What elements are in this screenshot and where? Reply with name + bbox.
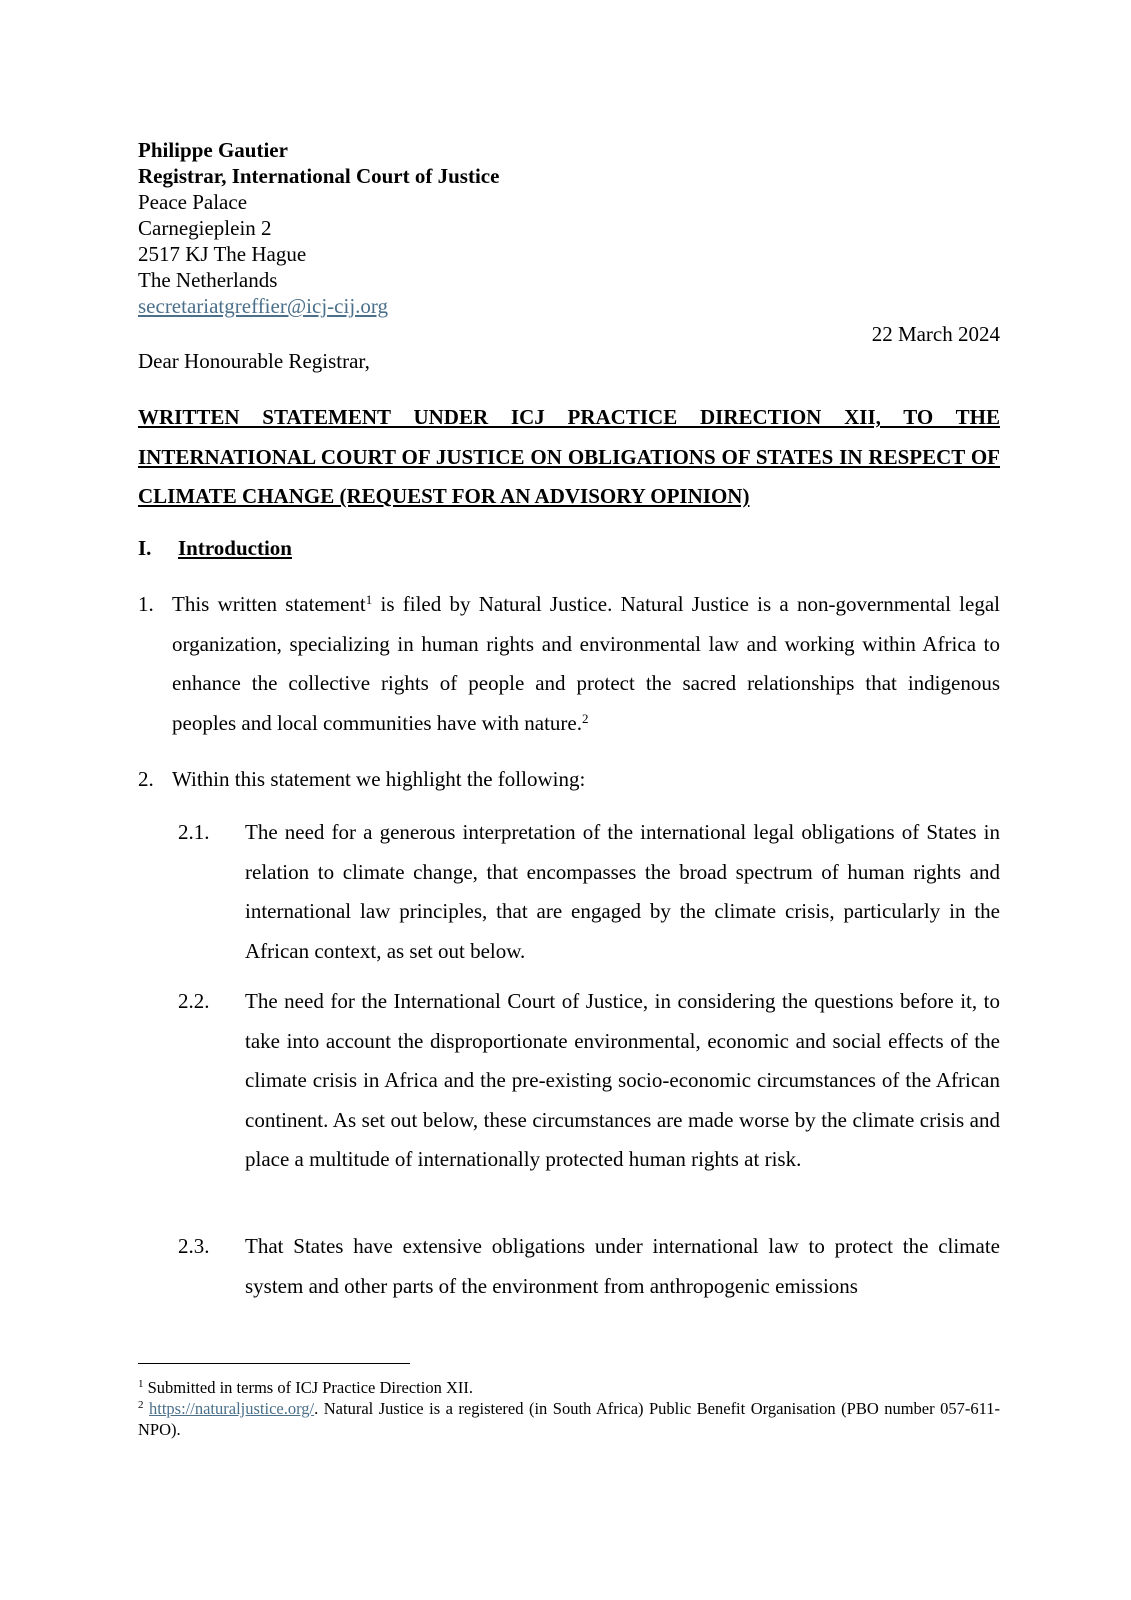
salutation: Dear Honourable Registrar, xyxy=(138,349,370,373)
footnote-text: . Natural Justice is a registered (in South Africa) Public Benefit Organisation (PBO number 057-611-NPO). xyxy=(138,1399,1000,1439)
recipient-email-link[interactable]: secretariatgreffier@icj-cij.org xyxy=(138,294,389,318)
recipient-title: Registrar, International Court of Justice xyxy=(138,164,500,188)
subparagraph-number: 2.3. xyxy=(178,1234,210,1258)
section-title: Introduction xyxy=(178,536,292,560)
subparagraph-2-3 xyxy=(178,1227,1000,1306)
footnote-number: 1 xyxy=(138,1378,144,1390)
footnote-text: Submitted in terms of ICJ Practice Direction XII. xyxy=(143,1378,473,1397)
subparagraph-text: The need for a generous interpretation of the international legal obligations of States in relation to climate change, that encompasses the broad spectrum of human rights and international law principles, that are engaged by the climate crisis, particularly in the African context, as set out below. xyxy=(245,820,1000,963)
document-heading: WRITTEN STATEMENT UNDER ICJ PRACTICE DIRECTION XII, TO THE INTERNATIONAL COURT OF JUSTICE ON OBLIGATIONS OF STATES IN RESPECT OF CLIMATE CHANGE (REQUEST FOR AN ADVISORY OPINION) xyxy=(138,405,1000,508)
footnote-divider xyxy=(138,1363,410,1364)
paragraph-text: is filed by Natural Justice. Natural Justice is a non-governmental legal organization, specializing in human rights and environmental law and working within Africa to enhance the collective rights of people and protect the sacred relationships that indigenous peoples and local communities have with nature. xyxy=(172,592,1000,735)
paragraph-text: This written statement xyxy=(172,592,366,616)
subparagraph-number: 2.1. xyxy=(178,820,210,844)
subparagraph-2-1 xyxy=(178,813,1000,971)
footnote-1 xyxy=(138,1377,1000,1398)
paragraph-number: 2. xyxy=(138,767,154,791)
subparagraph-number: 2.2. xyxy=(178,989,210,1013)
footnote-ref[interactable]: 2 xyxy=(581,710,589,726)
section-heading xyxy=(138,534,292,562)
section-number: I. xyxy=(138,536,152,560)
paragraph-number: 1. xyxy=(138,592,154,616)
subparagraph-text: The need for the International Court of Justice, in considering the questions before it, to take into account the disproportionate environmental, economic and social effects of the climate crisis in Africa and the pre-existing socio-economic circumstances of the African continent. As set out below, these circumstances are made worse by the climate crisis and place a multitude of internationally protected human rights at risk. xyxy=(245,989,1000,1171)
paragraph-1 xyxy=(138,585,1000,743)
address-line: Carnegieplein 2 xyxy=(138,216,272,240)
recipient-address xyxy=(138,137,1008,319)
natural-justice-link[interactable]: https://naturaljustice.org/ xyxy=(149,1399,315,1418)
letter-date: 22 March 2024 xyxy=(871,322,1000,346)
address-line: 2517 KJ The Hague xyxy=(138,242,307,266)
address-line: The Netherlands xyxy=(138,268,278,292)
subparagraph-2-2 xyxy=(178,982,1000,1180)
footnote-2 xyxy=(138,1398,1000,1440)
address-line: Peace Palace xyxy=(138,190,248,214)
recipient-name: Philippe Gautier xyxy=(138,138,288,162)
footnote-number: 2 xyxy=(138,1399,144,1411)
footnote-ref[interactable]: 1 xyxy=(365,592,373,607)
subparagraph-text: That States have extensive obligations under international law to protect the climate system and other parts of the environment from anthropogenic emissions xyxy=(245,1234,1000,1298)
paragraph-2 xyxy=(138,760,1000,800)
paragraph-text: Within this statement we highlight the following: xyxy=(172,767,586,791)
